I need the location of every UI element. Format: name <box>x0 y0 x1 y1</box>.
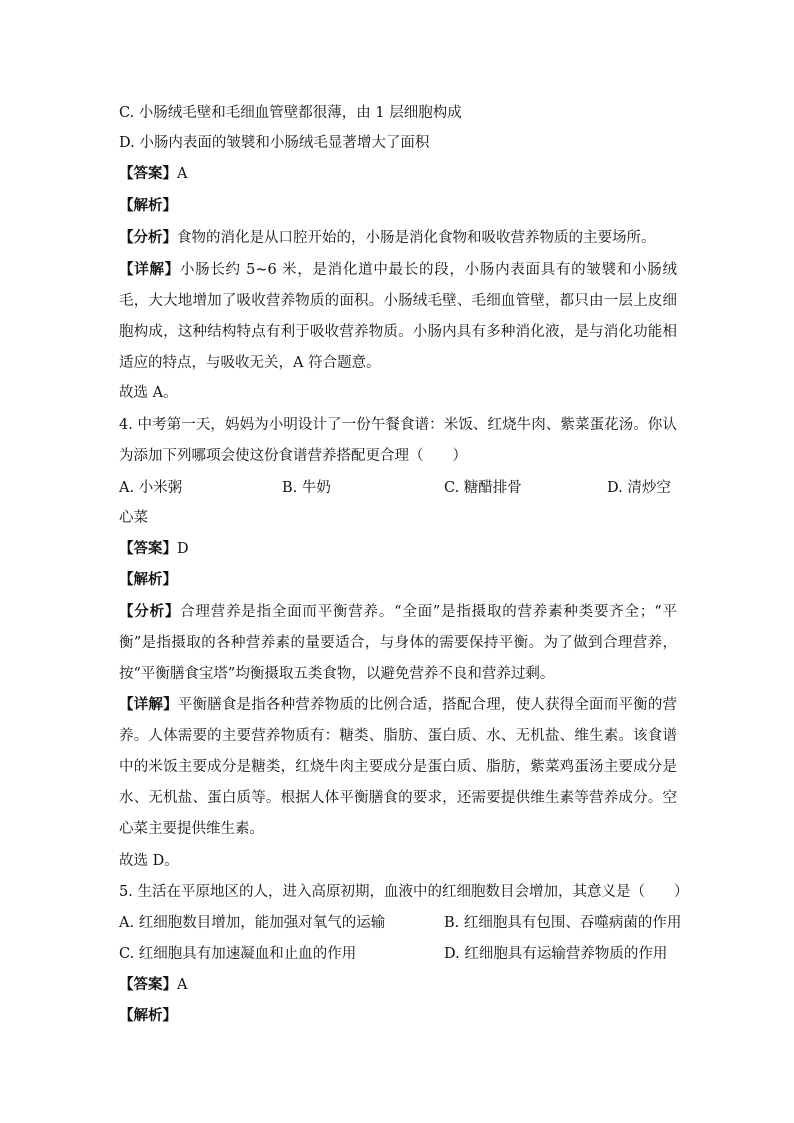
answer-value: A <box>177 977 188 993</box>
q4-option-b: B. 牛奶 <box>282 480 331 496</box>
q3-answer <box>119 164 679 184</box>
q3-option-d: D. 小肠内表面的皱襞和小肠绒毛显著增大了面积 <box>119 135 430 151</box>
q5-answer <box>119 975 679 995</box>
xiangjie-tag: 【详解】 <box>119 261 180 278</box>
fenxi-text: 食物的消化是从口腔开始的，小肠是消化食物和吸收营养物质的主要场所。 <box>177 230 656 246</box>
q4-conclusion: 故选 D。 <box>119 853 179 869</box>
q5-option-d: D. 红细胞具有运输营养物质的作用 <box>444 946 668 962</box>
fenxi-tag: 【分析】 <box>119 603 181 620</box>
xiangjie-text: 小肠长约 5~6 米，是消化道中最长的段，小肠内表面具有的皱襞和小肠绒毛，大大地增加了吸收营养物质的面积。小肠绒毛壁、毛细血管壁，都只由一层上皮细胞构成，这种结构特点有利于吸收营养物质。小肠内具有多种消化液，是与消化功能相适应的特点，与吸收无关，A 符合题意。 <box>119 262 678 371</box>
xiangjie-tag: 【详解】 <box>119 696 178 713</box>
answer-value: D <box>177 541 189 557</box>
q4-xiangjie <box>119 689 677 844</box>
q4-option-d: D. 清炒空 <box>607 480 671 496</box>
fenxi-text: 合理营养是指全面而平衡营养。“全面”是指摄取的营养素种类要齐全；“平衡”是指摄取的各种营养素的量要适合，与身体的需要保持平衡。为了做到合理营养，按“平衡膳食宝塔”均衡摄取五类食物，以避免营养不良和营养过剩。 <box>119 604 677 682</box>
q4-fenxi <box>119 596 677 689</box>
q3-conclusion: 故选 A。 <box>119 385 178 401</box>
answer-value: A <box>177 166 188 182</box>
q3-analysis-heading: 【解析】 <box>119 197 177 214</box>
q3-xiangjie <box>119 254 677 379</box>
answer-tag: 【答案】 <box>119 976 177 993</box>
q5-option-b: B. 红细胞具有包围、吞噬病菌的作用 <box>444 915 682 931</box>
xiangjie-text: 平衡膳食是指各种营养物质的比例合适，搭配合理，使人获得全面而平衡的营养。人体需要的主要营养物质有：糖类、脂肪、蛋白质、水、无机盐、维生素。该食谱中的米饭主要成分是糖类，红烧牛肉主要成分是蛋白质、脂肪，紫菜鸡蛋汤主要成分是水、无机盐、蛋白质等。根据人体平衡膳食的要求，还需要提供维生素等营养成分。空心菜主要提供维生素。 <box>119 697 678 837</box>
q5-option-a: A. 红细胞数目增加，能加强对氧气的运输 <box>119 915 386 931</box>
q4-stem: 4. 中考第一天，妈妈为小明设计了一份午餐食谱：米饭、红烧牛肉、紫菜蛋花汤。你认为添加下列哪项会使这份食谱营养搭配更合理（ ） <box>119 417 677 464</box>
answer-tag: 【答案】 <box>119 165 177 182</box>
q4-answer <box>119 539 679 559</box>
q5-option-c: C. 红细胞具有加速凝血和止血的作用 <box>119 946 357 962</box>
q5-analysis-heading: 【解析】 <box>119 1007 177 1024</box>
q5-stem: 5. 生活在平原地区的人，进入高原初期，血液中的红细胞数目会增加，其意义是（ ） <box>119 884 689 900</box>
fenxi-tag: 【分析】 <box>119 229 177 246</box>
q4-analysis-heading: 【解析】 <box>119 571 177 588</box>
q3-fenxi <box>119 228 679 248</box>
q4-option-d-continued: 心菜 <box>119 510 148 526</box>
q4-option-c: C. 糖醋排骨 <box>444 480 522 496</box>
q3-option-c: C. 小肠绒毛壁和毛细血管壁都很薄，由 1 层细胞构成 <box>119 105 462 121</box>
answer-tag: 【答案】 <box>119 540 177 557</box>
q4-option-a: A. 小米粥 <box>119 480 183 496</box>
